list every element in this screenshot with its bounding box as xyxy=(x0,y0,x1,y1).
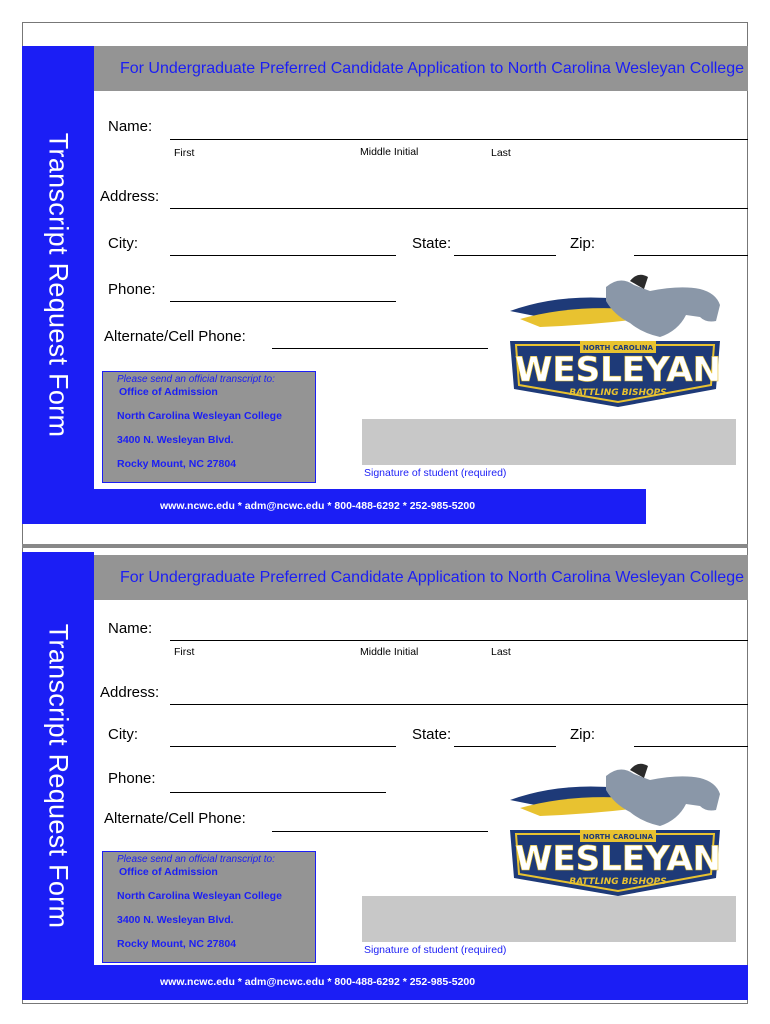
name-field[interactable] xyxy=(170,640,748,641)
city-label: City: xyxy=(108,235,138,252)
mail-street: 3400 N. Wesleyan Blvd. xyxy=(117,434,234,446)
signature-field[interactable] xyxy=(362,419,736,465)
middle-initial-sublabel: Middle Initial xyxy=(360,146,419,158)
last-sublabel: Last xyxy=(491,147,511,159)
name-field[interactable] xyxy=(170,139,748,140)
phone-label: Phone: xyxy=(108,281,156,298)
zip-label: Zip: xyxy=(570,726,596,743)
signature-field[interactable] xyxy=(362,896,736,942)
logo-top-text: NORTH CAROLINA xyxy=(582,344,654,352)
mail-intro: Please send an official transcript to: xyxy=(117,854,275,865)
mail-intro: Please send an official transcript to: xyxy=(117,374,275,385)
logo-top-text: NORTH CAROLINA xyxy=(582,833,654,841)
sidebar-title: Transcript Request Form xyxy=(43,623,74,929)
footer-contact-text: www.ncwc.edu * adm@ncwc.edu * 800-488-6292 * 252-985-5200 xyxy=(160,500,476,512)
alt-phone-field[interactable] xyxy=(272,831,488,832)
wesleyan-logo xyxy=(510,760,728,898)
state-label: State: xyxy=(412,726,452,743)
state-label: State: xyxy=(412,235,452,252)
header-banner: For Undergraduate Preferred Candidate Application to North Carolina Wesleyan College xyxy=(94,555,748,600)
mail-city: Rocky Mount, NC 27804 xyxy=(117,458,237,470)
middle-initial-sublabel: Middle Initial xyxy=(360,646,419,658)
mail-office: Office of Admission xyxy=(119,866,218,878)
sidebar-title: Transcript Request Form xyxy=(43,132,74,438)
alt-phone-label: Alternate/Cell Phone: xyxy=(104,328,246,345)
city-field[interactable] xyxy=(170,746,396,747)
mailing-address-box xyxy=(102,851,316,963)
address-label: Address: xyxy=(100,684,160,701)
signature-label: Signature of student (required) xyxy=(364,944,507,956)
first-sublabel: First xyxy=(174,147,195,159)
cut-line-divider xyxy=(22,544,748,548)
first-sublabel: First xyxy=(174,646,195,658)
contact-footer xyxy=(22,489,646,524)
state-field[interactable] xyxy=(454,255,556,256)
signature-label: Signature of student (required) xyxy=(364,467,507,479)
zip-field[interactable] xyxy=(634,255,748,256)
footer-contact-text: www.ncwc.edu * adm@ncwc.edu * 800-488-6292 * 252-985-5200 xyxy=(160,976,476,988)
wesleyan-logo xyxy=(510,271,728,409)
phone-field[interactable] xyxy=(170,301,396,302)
header-banner: For Undergraduate Preferred Candidate Application to North Carolina Wesleyan College xyxy=(94,46,748,91)
logo-bottom-text: BATTLING BISHOPS xyxy=(569,388,667,398)
zip-label: Zip: xyxy=(570,235,596,252)
sidebar xyxy=(22,552,94,1000)
mail-college: North Carolina Wesleyan College xyxy=(117,410,282,422)
name-label: Name: xyxy=(108,620,153,637)
address-field[interactable] xyxy=(170,208,748,209)
transcript-form-1 xyxy=(22,46,748,524)
logo-main-text: WESLEYAN xyxy=(514,839,722,879)
alt-phone-field[interactable] xyxy=(272,348,488,349)
last-sublabel: Last xyxy=(491,646,511,658)
state-field[interactable] xyxy=(454,746,556,747)
contact-footer xyxy=(22,965,748,1000)
mail-city: Rocky Mount, NC 27804 xyxy=(117,938,237,950)
logo-bottom-text: BATTLING BISHOPS xyxy=(569,877,667,887)
logo-main-text: WESLEYAN xyxy=(514,350,722,390)
mail-street: 3400 N. Wesleyan Blvd. xyxy=(117,914,234,926)
city-label: City: xyxy=(108,726,138,743)
phone-field[interactable] xyxy=(170,792,386,793)
mail-college: North Carolina Wesleyan College xyxy=(117,890,282,902)
zip-field[interactable] xyxy=(634,746,748,747)
city-field[interactable] xyxy=(170,255,396,256)
sidebar xyxy=(22,46,94,524)
address-label: Address: xyxy=(100,188,160,205)
address-field[interactable] xyxy=(170,704,748,705)
phone-label: Phone: xyxy=(108,770,156,787)
transcript-form-2 xyxy=(22,552,748,1000)
mail-office: Office of Admission xyxy=(119,386,218,398)
alt-phone-label: Alternate/Cell Phone: xyxy=(104,810,246,827)
mailing-address-box xyxy=(102,371,316,483)
name-label: Name: xyxy=(108,118,153,135)
